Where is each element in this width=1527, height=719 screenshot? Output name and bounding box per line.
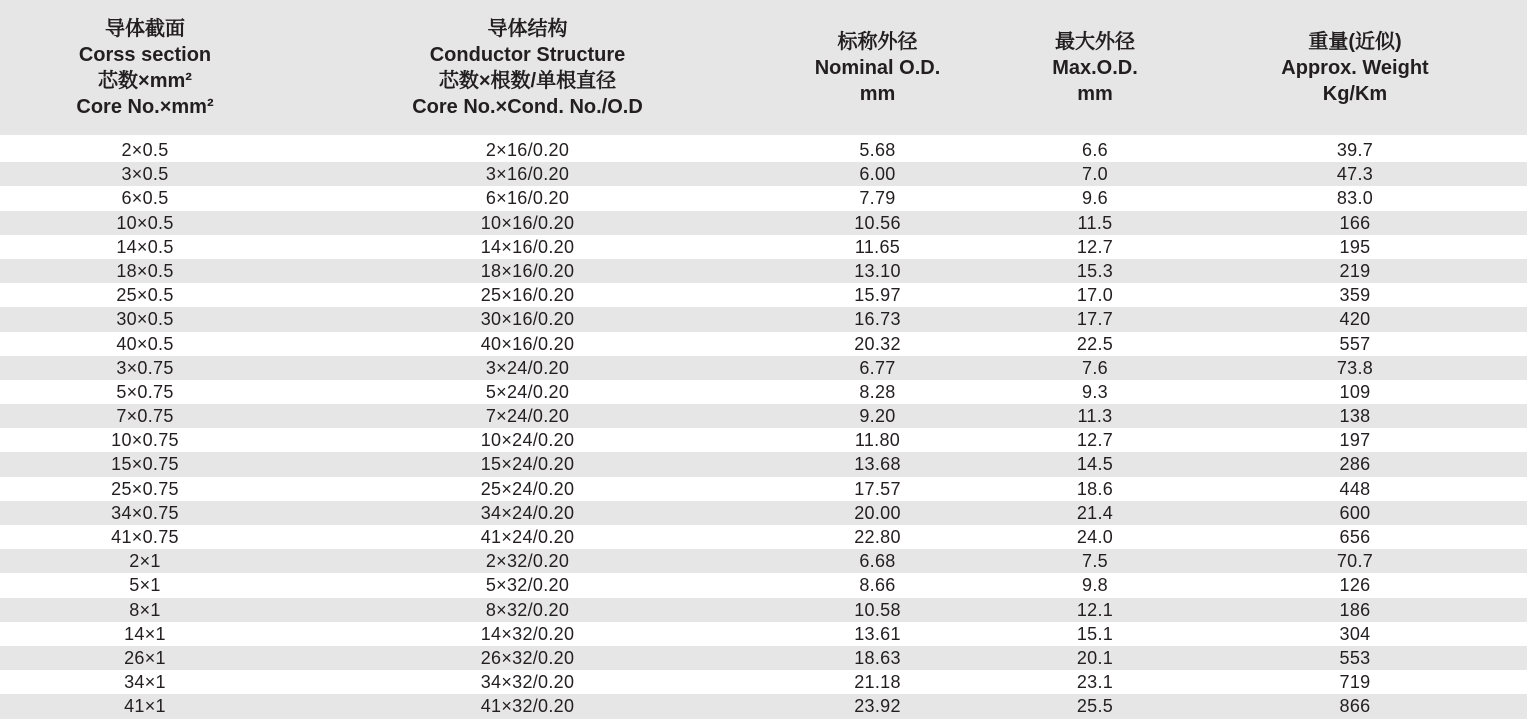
cell-conductor-structure: 10×24/0.20 <box>480 430 575 451</box>
cell-nominal-od: 6.68 <box>859 551 896 572</box>
cell-conductor-structure: 2×16/0.20 <box>485 140 570 160</box>
header-line: Core No.×Cond. No./O.D <box>412 95 643 118</box>
header-max-od <box>1000 0 1190 135</box>
cell-approx-weight: 109 <box>1339 381 1371 402</box>
cell-conductor-structure: 5×32/0.20 <box>485 575 570 596</box>
header-line: Nominal O.D. <box>814 56 941 79</box>
cell-conductor-structure: 34×32/0.20 <box>480 672 575 693</box>
cell-cross-section: 34×0.75 <box>111 502 179 523</box>
cell-approx-weight: 448 <box>1339 478 1371 499</box>
cell-approx-weight: 553 <box>1339 647 1371 668</box>
cell-cross-section: 3×0.75 <box>116 357 174 378</box>
cell-nominal-od: 16.73 <box>854 309 901 330</box>
header-line: Max.O.D. <box>1052 56 1138 79</box>
cell-max-od: 18.6 <box>1076 478 1114 499</box>
cell-nominal-od: 5.68 <box>859 140 896 160</box>
header-line: 最大外径 <box>1055 30 1135 53</box>
cell-cross-section: 10×0.75 <box>111 430 179 451</box>
cell-max-od: 7.5 <box>1082 551 1108 572</box>
cell-approx-weight: 866 <box>1339 696 1371 717</box>
cell-conductor-structure: 41×24/0.20 <box>480 527 575 547</box>
cell-approx-weight: 286 <box>1339 454 1371 475</box>
cell-cross-section: 15×0.75 <box>111 454 179 475</box>
cell-cross-section: 3×0.5 <box>121 164 169 185</box>
cell-cross-section: 5×1 <box>129 575 161 596</box>
cell-approx-weight: 557 <box>1339 333 1371 354</box>
cell-approx-weight: 70.7 <box>1336 551 1374 572</box>
header-line: 芯数×根数/单根直径 <box>438 69 617 92</box>
cell-approx-weight: 656 <box>1339 527 1371 547</box>
cell-nominal-od: 7.79 <box>859 188 896 209</box>
cell-nominal-od: 13.68 <box>854 454 901 475</box>
cell-conductor-structure: 3×24/0.20 <box>485 357 570 378</box>
cell-conductor-structure: 15×24/0.20 <box>480 454 575 475</box>
table-row <box>0 428 1527 452</box>
cell-conductor-structure: 14×16/0.20 <box>480 236 575 257</box>
table-row <box>0 211 1527 235</box>
cell-approx-weight: 126 <box>1339 575 1371 596</box>
cell-approx-weight: 138 <box>1339 406 1371 427</box>
cell-nominal-od: 6.77 <box>859 357 896 378</box>
cell-cross-section: 34×1 <box>124 672 166 693</box>
table-row <box>0 332 1527 356</box>
cell-nominal-od: 22.80 <box>854 527 901 547</box>
cell-approx-weight: 197 <box>1339 430 1371 451</box>
table-row <box>0 573 1527 597</box>
table-row <box>0 186 1527 210</box>
cell-conductor-structure: 41×32/0.20 <box>480 696 575 717</box>
header-cross-section <box>40 0 250 135</box>
cell-conductor-structure: 5×24/0.20 <box>485 381 570 402</box>
header-line: 标称外径 <box>837 30 918 53</box>
table-row <box>0 138 1527 162</box>
table-row <box>0 404 1527 428</box>
cell-max-od: 23.1 <box>1076 672 1114 693</box>
cell-approx-weight: 39.7 <box>1336 140 1374 160</box>
cell-max-od: 9.6 <box>1082 188 1108 209</box>
cell-max-od: 15.1 <box>1076 623 1114 644</box>
table-row <box>0 477 1527 501</box>
cell-cross-section: 41×0.75 <box>111 527 179 547</box>
cell-nominal-od: 8.66 <box>859 575 896 596</box>
table-row <box>0 525 1527 549</box>
header-line: Approx. Weight <box>1281 56 1429 79</box>
cell-nominal-od: 9.20 <box>859 406 896 427</box>
cell-conductor-structure: 6×16/0.20 <box>485 188 570 209</box>
cell-approx-weight: 359 <box>1339 285 1371 306</box>
cell-approx-weight: 83.0 <box>1336 188 1374 209</box>
cell-max-od: 12.1 <box>1076 599 1114 620</box>
cell-nominal-od: 23.92 <box>854 696 901 717</box>
header-line: Conductor Structure <box>429 43 626 66</box>
cell-approx-weight: 195 <box>1339 236 1371 257</box>
cell-max-od: 25.5 <box>1076 696 1114 717</box>
cell-nominal-od: 20.00 <box>854 502 901 523</box>
cell-conductor-structure: 26×32/0.20 <box>480 647 575 668</box>
header-line: mm <box>1077 82 1113 105</box>
cell-max-od: 15.3 <box>1076 260 1114 281</box>
table-row <box>0 283 1527 307</box>
cell-approx-weight: 166 <box>1339 212 1371 233</box>
cell-cross-section: 26×1 <box>124 647 166 668</box>
cell-cross-section: 41×1 <box>124 696 166 717</box>
cell-max-od: 7.6 <box>1082 357 1108 378</box>
cell-cross-section: 10×0.5 <box>116 212 174 233</box>
cell-cross-section: 14×1 <box>124 623 166 644</box>
cell-conductor-structure: 25×16/0.20 <box>480 285 575 306</box>
cell-conductor-structure: 7×24/0.20 <box>485 406 570 427</box>
table-row <box>0 452 1527 476</box>
table-row <box>0 549 1527 573</box>
table-row <box>0 501 1527 525</box>
cell-conductor-structure: 3×16/0.20 <box>485 164 570 185</box>
cell-conductor-structure: 30×16/0.20 <box>480 309 575 330</box>
cell-max-od: 12.7 <box>1076 236 1114 257</box>
header-conductor-structure <box>330 0 725 135</box>
cell-max-od: 9.3 <box>1082 381 1108 402</box>
cell-cross-section: 7×0.75 <box>116 406 174 427</box>
table-body <box>0 138 1527 719</box>
table-row <box>0 259 1527 283</box>
cell-nominal-od: 17.57 <box>854 478 901 499</box>
cell-max-od: 9.8 <box>1082 575 1108 596</box>
cell-approx-weight: 47.3 <box>1336 164 1374 185</box>
cell-cross-section: 8×1 <box>129 599 161 620</box>
table-row <box>0 162 1527 186</box>
cell-cross-section: 25×0.5 <box>116 285 174 306</box>
cell-max-od: 24.0 <box>1076 527 1114 547</box>
cell-max-od: 14.5 <box>1076 454 1114 475</box>
cell-max-od: 20.1 <box>1076 647 1114 668</box>
cell-cross-section: 30×0.5 <box>116 309 174 330</box>
table-row <box>0 356 1527 380</box>
table-header <box>0 0 1527 135</box>
header-line: Corss section <box>78 43 212 66</box>
cell-nominal-od: 15.97 <box>854 285 901 306</box>
header-nominal-od <box>775 0 980 135</box>
cell-cross-section: 18×0.5 <box>116 260 174 281</box>
cell-nominal-od: 13.10 <box>854 260 901 281</box>
table-row <box>0 670 1527 694</box>
cell-cross-section: 25×0.75 <box>111 478 179 499</box>
cell-conductor-structure: 34×24/0.20 <box>480 502 575 523</box>
cell-cross-section: 5×0.75 <box>116 381 174 402</box>
cell-conductor-structure: 14×32/0.20 <box>480 623 575 644</box>
header-line: 导体结构 <box>487 17 568 40</box>
cell-nominal-od: 20.32 <box>854 333 901 354</box>
table-row <box>0 307 1527 331</box>
cell-cross-section: 2×1 <box>129 551 161 572</box>
cell-max-od: 22.5 <box>1076 333 1114 354</box>
cell-approx-weight: 719 <box>1339 672 1371 693</box>
cell-max-od: 7.0 <box>1082 164 1108 185</box>
cell-conductor-structure: 10×16/0.20 <box>480 212 575 233</box>
cell-max-od: 11.3 <box>1077 406 1113 427</box>
cell-cross-section: 40×0.5 <box>116 333 174 354</box>
cell-conductor-structure: 8×32/0.20 <box>485 599 570 620</box>
table-row <box>0 598 1527 622</box>
header-approx-weight <box>1250 0 1460 135</box>
header-line: Core No.×mm² <box>76 95 214 118</box>
cell-approx-weight: 186 <box>1339 599 1371 620</box>
cell-approx-weight: 420 <box>1339 309 1371 330</box>
cell-nominal-od: 13.61 <box>854 623 901 644</box>
cell-approx-weight: 73.8 <box>1336 357 1374 378</box>
cell-max-od: 17.7 <box>1076 309 1114 330</box>
cell-approx-weight: 600 <box>1339 502 1371 523</box>
header-line: mm <box>859 82 896 105</box>
cell-conductor-structure: 2×32/0.20 <box>485 551 570 572</box>
cell-nominal-od: 8.28 <box>859 381 896 402</box>
cell-nominal-od: 10.56 <box>854 212 901 233</box>
table-row <box>0 380 1527 404</box>
cell-max-od: 12.7 <box>1076 430 1114 451</box>
cell-cross-section: 14×0.5 <box>116 236 174 257</box>
cell-nominal-od: 10.58 <box>854 599 901 620</box>
cell-nominal-od: 18.63 <box>854 647 901 668</box>
cell-conductor-structure: 18×16/0.20 <box>480 260 575 281</box>
cell-approx-weight: 219 <box>1339 260 1371 281</box>
header-line: 重量(近似) <box>1308 30 1402 53</box>
header-line: 芯数×mm² <box>98 69 192 92</box>
header-line: Kg/Km <box>1322 82 1388 105</box>
cell-max-od: 11.5 <box>1077 212 1113 233</box>
cell-cross-section: 6×0.5 <box>121 188 169 209</box>
cell-cross-section: 2×0.5 <box>121 140 169 160</box>
cell-approx-weight: 304 <box>1339 623 1371 644</box>
cell-max-od: 17.0 <box>1076 285 1114 306</box>
table-row <box>0 622 1527 646</box>
cell-max-od: 21.4 <box>1076 502 1114 523</box>
cell-max-od: 6.6 <box>1082 140 1108 160</box>
header-line: 导体截面 <box>105 17 185 40</box>
table-row <box>0 694 1527 718</box>
table-row <box>0 235 1527 259</box>
table-row <box>0 646 1527 670</box>
cell-conductor-structure: 40×16/0.20 <box>480 333 575 354</box>
cell-conductor-structure: 25×24/0.20 <box>480 478 575 499</box>
cell-nominal-od: 11.80 <box>854 430 901 451</box>
cell-nominal-od: 6.00 <box>859 164 896 185</box>
cell-nominal-od: 21.18 <box>854 672 901 693</box>
cell-nominal-od: 11.65 <box>854 236 901 257</box>
